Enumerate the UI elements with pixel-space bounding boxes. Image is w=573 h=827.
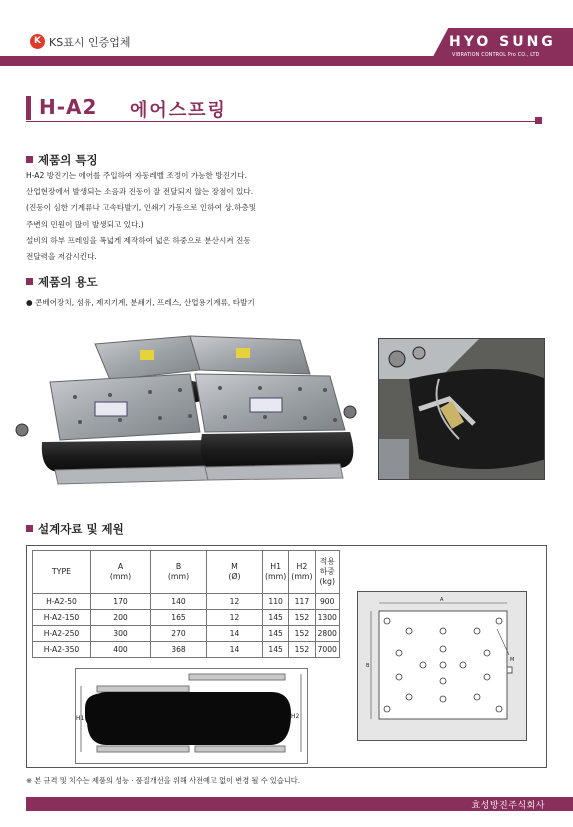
- header-h2-unit: (mm): [291, 572, 313, 581]
- cell-h1: 145: [263, 626, 289, 642]
- cell-load: 7000: [315, 642, 339, 658]
- header-a: [91, 551, 151, 594]
- table-row: [33, 594, 340, 610]
- spec-heading: [26, 521, 124, 537]
- cell-m: 14: [207, 642, 263, 658]
- header-h1-unit: (mm): [265, 572, 287, 581]
- product-code: H-A2: [39, 95, 98, 119]
- header-a-label: A: [117, 562, 124, 571]
- header-h1-label: H1: [270, 562, 282, 571]
- product-name: 에어스프링: [130, 100, 227, 121]
- valve-detail-photo: [378, 338, 545, 480]
- cell-h2: 152: [289, 610, 315, 626]
- features-line: 산업현장에서 발생되는 소음과 진동이 잘 전달되지 않는 장점이 있다.: [26, 187, 254, 197]
- features-line: (진동이 심한 기계류나 고속타발기, 인쇄기 가동으로 인하여 상.하층및: [26, 203, 257, 213]
- header-m-label: M: [231, 562, 238, 571]
- features-line: 전달력을 저감시킨다.: [26, 252, 97, 262]
- header-load: [315, 551, 339, 594]
- product-photo: [0, 322, 370, 512]
- cell-h1: 145: [263, 642, 289, 658]
- dimension-m-label: M: [510, 657, 515, 663]
- header-b-unit: (mm): [167, 572, 190, 581]
- cell-m: 12: [207, 594, 263, 610]
- usage-heading: [26, 274, 98, 290]
- brand-name: HYO SUNG: [449, 34, 556, 50]
- title-end-marker: [535, 117, 542, 124]
- cell-a: 300: [91, 626, 151, 642]
- header-b: [151, 551, 207, 594]
- cell-a: 400: [91, 642, 151, 658]
- cell-h2: 117: [289, 594, 315, 610]
- features-text: [26, 168, 326, 265]
- header-b-label: B: [175, 562, 182, 571]
- ks-certification-label: KS표시 인증업체: [49, 36, 131, 49]
- dimension-h1-label: H1: [76, 715, 85, 722]
- title-accent-bar: [26, 96, 31, 120]
- cell-h1: 110: [263, 594, 289, 610]
- header-h2-label: H2: [296, 562, 308, 571]
- company-name: 효성방진주식회사: [471, 801, 545, 811]
- cell-b: 140: [151, 594, 207, 610]
- features-line: 주변의 민원이 많이 발생되고 있다.): [26, 219, 144, 229]
- header-a-unit: (mm): [109, 572, 132, 581]
- cell-a: 170: [91, 594, 151, 610]
- cell-type: H-A2-50: [33, 594, 91, 610]
- spec-table: [32, 550, 340, 658]
- header-load-label: 적용: [319, 557, 335, 566]
- cross-section-drawing: [75, 668, 308, 764]
- ks-certification-logo: K: [30, 34, 45, 49]
- cell-load: 2800: [315, 626, 339, 642]
- dimension-b-label: B: [366, 663, 370, 669]
- cell-m: 12: [207, 610, 263, 626]
- cell-type: H-A2-250: [33, 626, 91, 642]
- dimension-h2-label: H2: [291, 713, 300, 720]
- cell-a: 200: [91, 610, 151, 626]
- cell-h2: 152: [289, 626, 315, 642]
- spec-table-header-row: [33, 551, 340, 594]
- cell-h1: 145: [263, 610, 289, 626]
- header-load-unit: (kg): [319, 577, 335, 586]
- header-h2: [289, 551, 315, 594]
- cell-load: 900: [315, 594, 339, 610]
- cell-b: 368: [151, 642, 207, 658]
- cell-m: 14: [207, 626, 263, 642]
- dimension-a-label: A: [440, 597, 444, 603]
- brand-subtitle: VIBRATION CONTROL Pro CO., LTD: [452, 53, 540, 58]
- header-m-unit: (Ø): [228, 572, 241, 581]
- cell-b: 270: [151, 626, 207, 642]
- bullet-square-icon: [26, 156, 33, 163]
- usage-heading-text: 제품의 용도: [38, 275, 98, 289]
- features-heading-text: 제품의 특징: [38, 153, 98, 167]
- cell-b: 165: [151, 610, 207, 626]
- spec-heading-text: 설계자료 및 제원: [38, 522, 124, 536]
- features-line: 설비의 하부 프레임을 폭넓게 제작하여 넓은 하중으로 분산시켜 진동: [26, 235, 251, 245]
- table-row: [33, 610, 340, 626]
- bullet-square-icon: [26, 278, 33, 285]
- header-h1: [263, 551, 289, 594]
- table-row: [33, 626, 340, 642]
- features-heading: [26, 152, 98, 168]
- header-load-label2: 하중: [319, 567, 335, 576]
- cell-type: H-A2-150: [33, 610, 91, 626]
- spec-footnote: ※ 본 규격 및 치수는 제품의 성능 · 품질개선을 위해 사전예고 없이 변경 될 수 있습니다.: [26, 776, 300, 785]
- bullet-square-icon: [26, 525, 33, 532]
- cell-type: H-A2-350: [33, 642, 91, 658]
- plan-view-drawing: [357, 591, 527, 741]
- cell-h2: 152: [289, 642, 315, 658]
- cell-load: 1300: [315, 610, 339, 626]
- header-type: TYPE: [33, 551, 91, 594]
- title-underline: [26, 121, 540, 122]
- usage-text: ● 콘베어장치, 섬유, 제지기계, 분쇄기, 프레스, 산업용기계류, 타발기: [26, 298, 255, 307]
- features-line: H-A2 방진기는 에어를 주입하여 자동레벨 조정이 가능한 방진기다.: [26, 171, 248, 180]
- header-m: [207, 551, 263, 594]
- table-row: [33, 642, 340, 658]
